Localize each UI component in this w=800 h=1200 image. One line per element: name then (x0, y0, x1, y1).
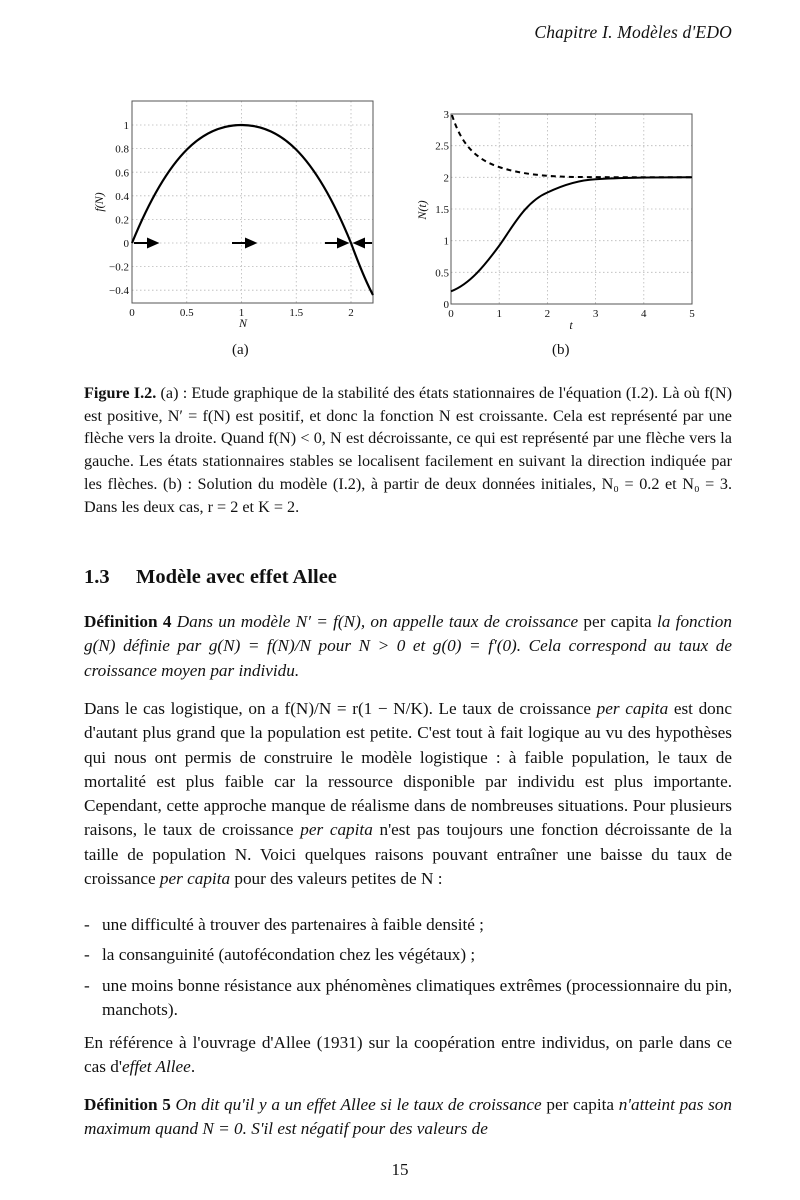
figure-label: Figure I.2. (84, 384, 157, 402)
svg-text:2.5: 2.5 (435, 140, 449, 153)
y-axis-label: N(t) (415, 200, 429, 220)
definition-5-text-a: On dit qu'il y a un effet Allee si le taux de croissance (170, 1095, 542, 1114)
svg-text:0.4: 0.4 (115, 191, 129, 203)
x-axis-label: N (238, 316, 248, 330)
panel-b-label: (b) (552, 342, 570, 358)
definition-5 (84, 1093, 732, 1142)
svg-text:5: 5 (689, 308, 695, 320)
solution-n0-0.2-solid (451, 177, 692, 291)
list-item (84, 974, 732, 1023)
svg-text:0.8: 0.8 (115, 143, 129, 156)
svg-text:0: 0 (129, 307, 135, 319)
paragraph-part: est donc d'autant plus grand que la population est petite. C'est tout à fait logique au vu des hypothèses qui nous ont permis de construire le modèle logistique : à faible population, le taux de mortalité est plus faible car la ressource disponible par individu est plus importante. Cependant, cette approche manque de réalisme dans de nombreuses situations. Pour plusieurs raisons, le taux de croissance (84, 699, 732, 840)
emphasis: per capita (159, 869, 231, 889)
section-title: Modèle avec effet Allee (136, 566, 337, 588)
allee-reference-paragraph (84, 1031, 732, 1080)
svg-text:−0.4: −0.4 (109, 285, 129, 297)
definition-5-label: Définition 5 (84, 1095, 171, 1114)
definition-4 (84, 610, 732, 683)
page-number: 15 (391, 1160, 409, 1179)
list-item (84, 913, 732, 937)
caption-text: (a) : Etude graphique de la stabilité des états stationnaires de l'équation (I.2). Là où f(N) est positive, N′ = f(N) est positif, et donc la fonction N est croissante. Cela est représenté par une flèche vers la droite. Quand f(N) < 0, N est décroissante, ce qui est représenté par une flèche vers la gauche. Les états stationnaires stables se localisent facilement en suivant la direction indiquée par les flèches. (b) : Solution du modèle (I.2), à partir de deux données initiales, N₀ = 0.2 et N₀ = 3. Dans les deux cas, r = 2 et K = 2. (84, 384, 732, 516)
definition-5-text-c: n'atteint pas son maximum quand N = 0. S'il est négatif pour des valeurs de (84, 1095, 732, 1139)
svg-text:1: 1 (123, 120, 129, 132)
svg-text:−0.2: −0.2 (109, 261, 129, 274)
definition-4-per-capita: per capita (578, 612, 657, 631)
figure-caption (84, 382, 732, 518)
definition-4-text-a: Dans un modèle N′ = f(N), on appelle (171, 612, 449, 631)
svg-text:0: 0 (123, 238, 129, 250)
list-item-text: une difficulté à trouver des partenaires à faible densité ; (102, 915, 484, 934)
paragraph-part: . (190, 1057, 196, 1077)
emphasis: per capita (300, 820, 373, 840)
definition-4-term: taux de croissance (448, 612, 579, 631)
definition-4-label: Définition 4 (84, 612, 172, 631)
plot-b-solutions (410, 100, 710, 340)
svg-text:2: 2 (348, 307, 354, 319)
paragraph-part: En référence à l'ouvrage d'Allee (1931) sur la coopération entre individus, on parle dans ce cas d' (84, 1033, 732, 1077)
y-axis-label: f(N) (92, 192, 106, 212)
svg-text:0.2: 0.2 (115, 214, 129, 227)
section-number: 1.3 (84, 566, 110, 588)
svg-text:2: 2 (544, 308, 551, 320)
emphasis: per capita (596, 699, 669, 718)
list-item-text: la consanguinité (autofécondation chez les végétaux) ; (102, 945, 476, 965)
x-axis-label: t (569, 318, 573, 332)
paragraph-part: Dans le cas logistique, on a f(N)/N = r(1 − N/K). Le taux de croissance (84, 699, 597, 718)
svg-text:0.6: 0.6 (115, 167, 129, 180)
grid-lines (132, 101, 373, 303)
list-item (84, 943, 732, 967)
paragraph-part: n'est pas toujours une fonction décroissante de la taille de population N. Voici quelques raisons pouvant entraîner une baisse du taux de croissance (84, 820, 732, 889)
plot-a-stability (80, 100, 390, 340)
svg-text:4: 4 (641, 308, 647, 320)
svg-text:2: 2 (443, 172, 449, 185)
direction-arrows (134, 239, 372, 247)
solution-n0-3-dashed (452, 115, 692, 177)
paragraph-part: pour des valeurs petites de N : (230, 869, 443, 889)
grid-lines (451, 114, 692, 304)
svg-text:3: 3 (592, 308, 599, 320)
list-bullet: - (84, 945, 90, 965)
svg-text:0.5: 0.5 (435, 267, 449, 280)
panel-a-label: (a) (232, 342, 249, 358)
svg-text:1: 1 (238, 307, 245, 319)
definition-4-text-c: la fonction g(N) définie par g(N) = f(N)/N pour N > 0 et g(0) = f′(0). Cela correspond au taux de croissance moyen par individu. (84, 612, 732, 680)
emphasis: effet Allee (121, 1057, 191, 1077)
reasons-list (84, 913, 732, 1028)
y-tick-labels (435, 109, 449, 311)
list-bullet: - (84, 915, 90, 934)
svg-text:0: 0 (443, 299, 449, 311)
svg-text:1: 1 (443, 235, 449, 248)
section-heading (84, 566, 337, 589)
y-tick-labels (109, 120, 129, 297)
svg-text:3: 3 (443, 109, 449, 121)
body-paragraph (84, 697, 732, 891)
svg-text:0: 0 (448, 308, 454, 320)
f-of-n-curve-smooth (132, 125, 373, 295)
svg-text:1.5: 1.5 (435, 204, 449, 216)
svg-text:1.5: 1.5 (289, 307, 304, 319)
svg-text:0.5: 0.5 (179, 307, 194, 319)
svg-text:1: 1 (496, 308, 502, 320)
running-header: Chapitre I. Modèles d'EDO (534, 22, 732, 42)
plot-frame (132, 101, 373, 303)
definition-5-per-capita: per capita (541, 1095, 619, 1114)
list-item-text: une moins bonne résistance aux phénomènes climatiques extrêmes (processionnaire du pin, manchots). (102, 975, 732, 1019)
list-bullet: - (84, 975, 90, 995)
